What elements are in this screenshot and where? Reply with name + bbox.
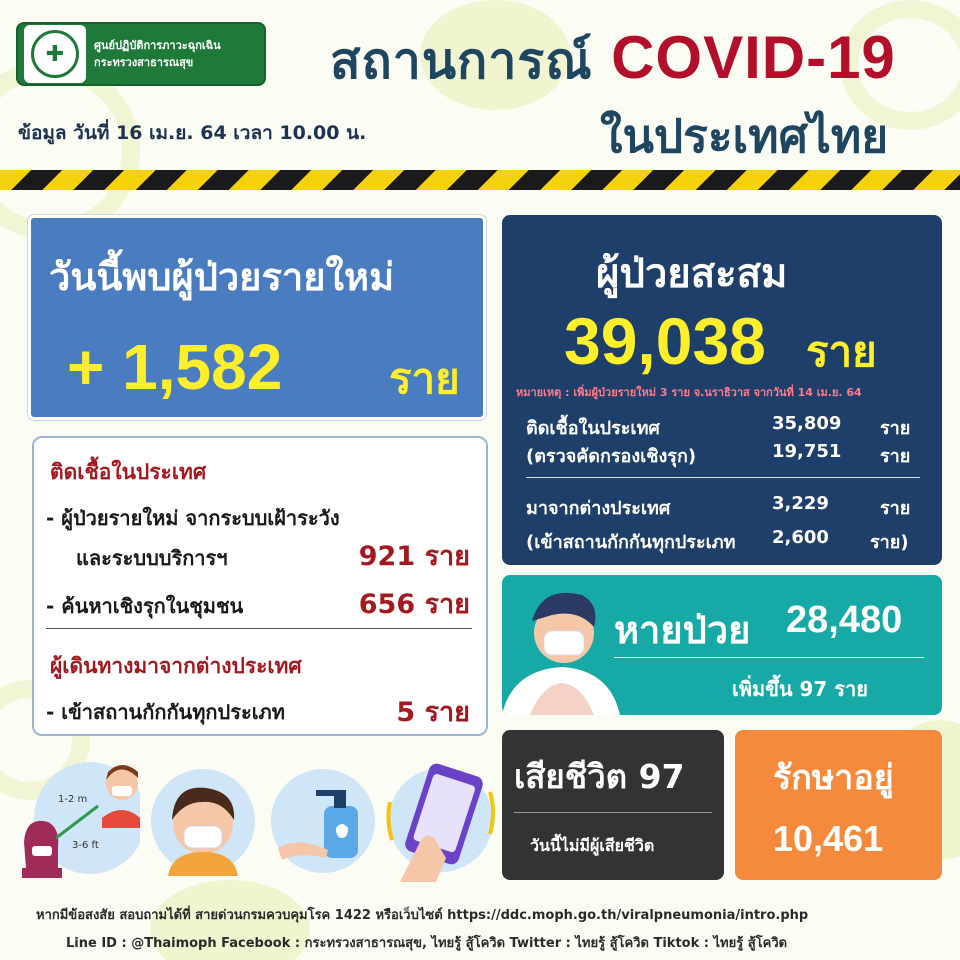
recovered-label: หายป่วย	[614, 608, 751, 652]
footer-contact: หากมีข้อสงสัย สอบถามได้ที่ สายด่วนกรมควบคุมโรค 1422 หรือเว็บไซต์ https://ddc.moph.go.th/viralpneumonia/intro.php	[36, 908, 809, 923]
title-prefix: สถานการณ์	[330, 32, 593, 90]
cumulative-row-unit: ราย)	[870, 532, 909, 553]
recovered-value: 28,480	[786, 599, 903, 641]
cumulative-row-label: มาจากต่างประเทศ	[526, 498, 671, 519]
org-name	[94, 37, 221, 71]
recovered-person-icon	[502, 575, 622, 715]
cumulative-value: 39,038	[564, 304, 766, 378]
deaths-divider	[514, 812, 712, 813]
recovered-panel	[502, 575, 942, 715]
cumulative-row-label: (เข้าสถานกักกันทุกประเภท	[526, 532, 736, 553]
deaths-today-note: วันนี้ไม่มีผู้เสียชีวิต	[530, 836, 655, 855]
footer-social: Line ID : @Thaimoph Facebook : กระทรวงสาธารณสุข, ไทยรู้ สู้โควิด Twitter : ไทยรู้ สู้โควิด Tiktok : ไทยรู้ สู้โควิด	[66, 936, 788, 951]
new-cases-value: + 1,582	[67, 331, 283, 403]
cumulative-row-value: 3,229	[772, 493, 829, 514]
in-treatment-label: รักษาอยู่	[773, 758, 894, 798]
distance-imperial-label: 3-6 ft	[72, 840, 99, 851]
cumulative-panel	[502, 215, 942, 565]
social-distancing-icon	[12, 758, 140, 878]
in-treatment-value: 10,461	[773, 818, 884, 859]
cumulative-row-unit: ราย	[880, 418, 911, 439]
new-cases-label: วันนี้พบผู้ป่วยรายใหม่	[49, 255, 395, 299]
deaths-label: เสียชีวิต 97	[514, 757, 685, 796]
title-highlight: COVID-19	[611, 24, 896, 91]
page-title	[330, 22, 896, 101]
distance-metric-label: 1-2 m	[58, 794, 88, 805]
cumulative-divider	[526, 477, 920, 478]
cumulative-note: หมายเหตุ : เพิ่มผู้ป่วยรายใหม่ 3 ราย จ.นราธิวาส จากวันที่ 14 เม.ย. 64	[516, 386, 862, 399]
cumulative-row-label: ติดเชื้อในประเทศ	[526, 418, 660, 439]
cumulative-row-label: (ตรวจคัดกรองเชิงรุก)	[526, 446, 697, 467]
cumulative-row-unit: ราย	[880, 498, 911, 519]
virus-bg-decoration	[0, 60, 140, 240]
new-cases-unit: ราย	[389, 354, 460, 403]
in-treatment-panel	[735, 730, 942, 880]
hazard-stripe	[0, 170, 960, 190]
cumulative-unit: ราย	[806, 327, 877, 376]
cumulative-row-value: 2,600	[772, 527, 829, 548]
wear-mask-icon	[148, 766, 258, 876]
org-name-line2: กระทรวงสาธารณสุข	[94, 56, 194, 69]
surveillance-label: - ผู้ป่วยรายใหม่ จากระบบเฝ้าระวัง	[46, 506, 340, 530]
foreign-title: ผู้เดินทางมาจากต่างประเทศ	[50, 654, 302, 678]
report-date: ข้อมูล วันที่ 16 เม.ย. 64 เวลา 10.00 น.	[18, 122, 367, 144]
hand-sanitizer-icon	[268, 766, 378, 876]
cumulative-row-unit: ราย	[880, 446, 911, 467]
ministry-logo-banner	[16, 22, 266, 86]
ministry-emblem-icon: ✚	[24, 25, 86, 83]
recovered-divider	[614, 657, 924, 658]
cumulative-label: ผู้ป่วยสะสม	[596, 251, 788, 297]
phone-touch-icon	[386, 762, 496, 882]
org-name-line1: ศูนย์ปฏิบัติการภาวะฉุกเฉิน	[94, 39, 221, 52]
cumulative-row-value: 35,809	[772, 413, 842, 434]
new-cases-breakdown	[32, 436, 488, 736]
cumulative-row-value: 19,751	[772, 441, 842, 462]
quarantine-value: 5 ราย	[396, 697, 470, 728]
surveillance-label-cont: และระบบบริการฯ	[76, 546, 228, 570]
recovered-increase: เพิ่มขึ้น 97 ราย	[732, 677, 868, 701]
new-cases-panel	[28, 215, 486, 420]
quarantine-label: - เข้าสถานกักกันทุกประเภท	[46, 700, 285, 724]
breakdown-divider	[46, 628, 472, 629]
domestic-title: ติดเชื้อในประเทศ	[50, 460, 207, 484]
deaths-panel	[502, 730, 724, 880]
active-search-label: - ค้นหาเชิงรุกในชุมชน	[46, 594, 244, 618]
surveillance-value: 921 ราย	[358, 541, 470, 572]
page-subtitle: ในประเทศไทย	[600, 109, 889, 163]
active-search-value: 656 ราย	[358, 589, 470, 620]
